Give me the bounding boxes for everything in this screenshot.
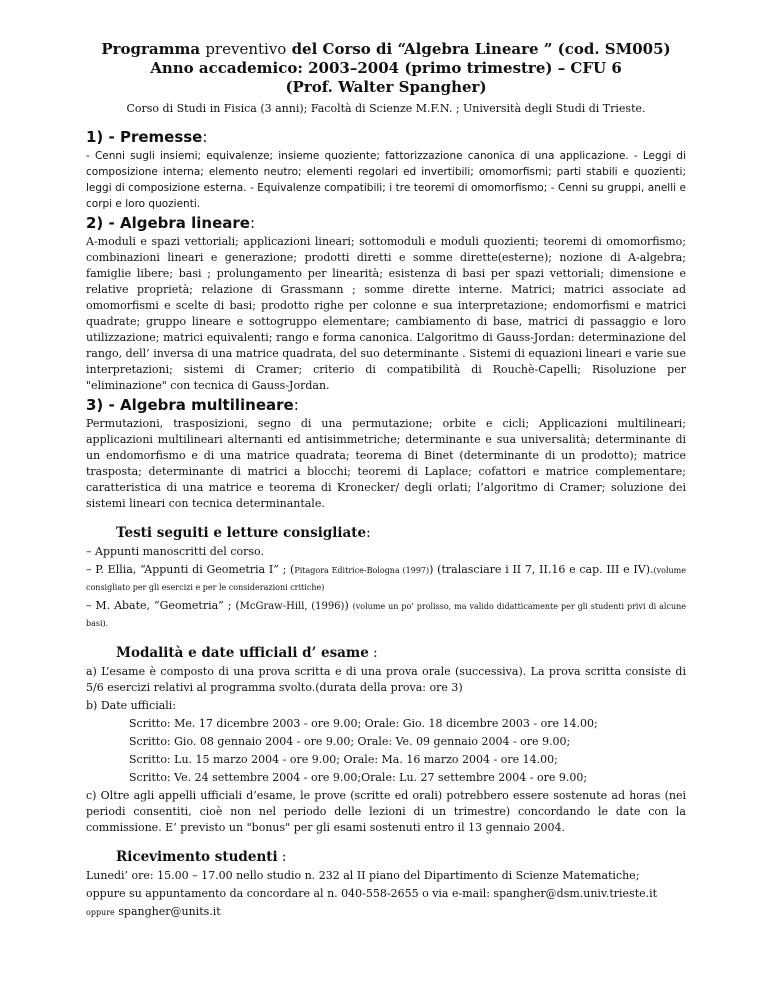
section-heading: 3) - Algebra multilineare:	[86, 396, 299, 414]
section-premesse	[86, 128, 686, 212]
title-professor: (Prof. Walter Spangher)	[285, 78, 487, 96]
appointment-contact: oppure su appuntamento da concordare al n. 040-558-2655 o via e-mail: spangher@dsm.univ.trieste.it	[86, 887, 658, 900]
exam-notes: c) Oltre agli appelli ufficiali d’esame, le prove (scritte ed orali) potrebbero essere sostenute ad horas (nei periodi consentiti, cioè non nel periodo delle lezioni di un trimestre) concordando le date con la commissione. E’ previsto un "bonus" per gli esami sostenuti entro il 13 gennaio 2004.	[86, 789, 686, 834]
section-text: A-moduli e spazi vettoriali; applicazioni lineari; sottomoduli e moduli quozienti; teoremi di omomorfismo; combinazioni lineari e generazione; prodotti diretti e somme dirette(esterne); nozione di A-algebra; famiglie libere; basi ; prolungamento per linearità; esistenza di basi per spazi vettoriali; dimensione e relative proprietà; relazione di Grassmann ; somme dirette interne. Matrici; matrici associate ad omomorfismi e scelte di basi; prodotto righe per colonne e sua interpretazione; endomorfismi e matrici quadrate; gruppo lineare e sottogruppo elementare; cambiamento di base, matrici di passaggio e loro utilizzazione; matrici equivalenti; rango e forma canonica. L’algoritmo di Gauss-Jordan: determinazione del rango, dell’ inversa di una matrice quadrata, del suo determinante . Sistemi di equazioni lineari e varie sue interpretazioni; sistemi di Cramer; criterio di compatibilità di Rouchè-Capelli; Risoluzione per "eliminazione" con tecnica di Gauss-Jordan.	[86, 235, 686, 392]
section-heading: 2) - Algebra lineare:	[86, 214, 255, 232]
title-course: del Corso di “Algebra Lineare ” (cod. SM005)	[291, 40, 671, 58]
exam-dates-label: b) Date ufficiali:	[86, 699, 177, 712]
section-algebra-multilineare	[86, 396, 686, 512]
title-academic-year: Anno accademico: 2003–2004 (primo trimestre) – CFU 6	[150, 59, 622, 77]
reference-item: – P. Ellia, “Appunti di Geometria I” ; (Pitagora Editrice-Bologna (1997)) (tralasciare i II 7, II.16 e cap. III e IV).(volume consigliato per gli esercizi e per le considerazioni critiche)	[86, 563, 686, 592]
document-page	[86, 40, 686, 921]
section-heading: Modalità e date ufficiali d’ esame :	[116, 645, 378, 661]
section-esame	[86, 644, 686, 836]
section-text: Permutazioni, trasposizioni, segno di una permutazione; orbite e cicli; Applicazioni multilineari; applicazioni multilineari alternanti ed antisimmetriche; determinante e sua universalità; determinante di un endomorfismo e di una matrice quadrata; teorema di Binet (determinante di un prodotto); matrice trasposta; determinante di matrici a blocchi; teoremi di Laplace; cofattori e matrice complementare; caratteristica di una matrice e teorema di Kronecker/ degli orlati; l’algoritmo di Cramer; soluzione dei sistemi lineari con tecnica determinantale.	[86, 417, 686, 510]
section-heading: 1) - Premesse:	[86, 128, 208, 146]
reference-item: – Appunti manoscritti del corso.	[86, 545, 264, 558]
exam-date-row: Scritto: Ve. 24 settembre 2004 - ore 9.00;Orale: Lu. 27 settembre 2004 - ore 9.00;	[129, 771, 588, 784]
title-word-programma: Programma	[101, 40, 201, 58]
alternate-email: oppure spangher@units.it	[86, 905, 221, 918]
affiliation: Corso di Studi in Fisica (3 anni); Facoltà di Scienze M.F.N. ; Università degli Studi di Trieste.	[126, 102, 646, 115]
section-algebra-lineare	[86, 214, 686, 394]
exam-description: a) L’esame è composto di una prova scritta e di una prova orale (successiva). La prova scritta consiste di 5/6 esercizi relativi al programma svolto.(durata della prova: ore 3)	[86, 665, 686, 694]
office-hours: Lunedi’ ore: 15.00 – 17.00 nello studio n. 232 al II piano del Dipartimento di Scienze Matematiche;	[86, 869, 640, 882]
section-heading: Ricevimento studenti :	[116, 849, 287, 865]
section-heading: Testi seguiti e letture consigliate:	[116, 525, 371, 541]
reference-item: – M. Abate, “Geometria” ; (McGraw-Hill, (1996)) (volume un po’ prolisso, ma valido didatticamente per gli studenti privi di alcune basi).	[86, 599, 686, 628]
exam-date-row: Scritto: Me. 17 dicembre 2003 - ore 9.00; Orale: Gio. 18 dicembre 2003 - ore 14.00;	[129, 717, 598, 730]
document-title	[86, 40, 686, 97]
exam-date-row: Scritto: Lu. 15 marzo 2004 - ore 9.00; Orale: Ma. 16 marzo 2004 - ore 14.00;	[129, 753, 558, 766]
title-word-preventivo: preventivo	[205, 40, 287, 58]
section-testi	[86, 524, 686, 632]
section-ricevimento	[86, 848, 686, 921]
exam-date-row: Scritto: Gio. 08 gennaio 2004 - ore 9.00; Orale: Ve. 09 gennaio 2004 - ore 9.00;	[129, 735, 571, 748]
section-text: - Cenni sugli insiemi; equivalenze; insieme quoziente; fattorizzazione canonica di una applicazione. - Leggi di composizione interna; elemento neutro; elementi regolari ed invertibili; omomorfismi; parti stabili e quozienti; leggi di composizione esterna. - Equivalenze compatibili; i tre teoremi di omomorfismo; - Cenni su gruppi, anelli e corpi e loro quozienti.	[86, 150, 686, 210]
